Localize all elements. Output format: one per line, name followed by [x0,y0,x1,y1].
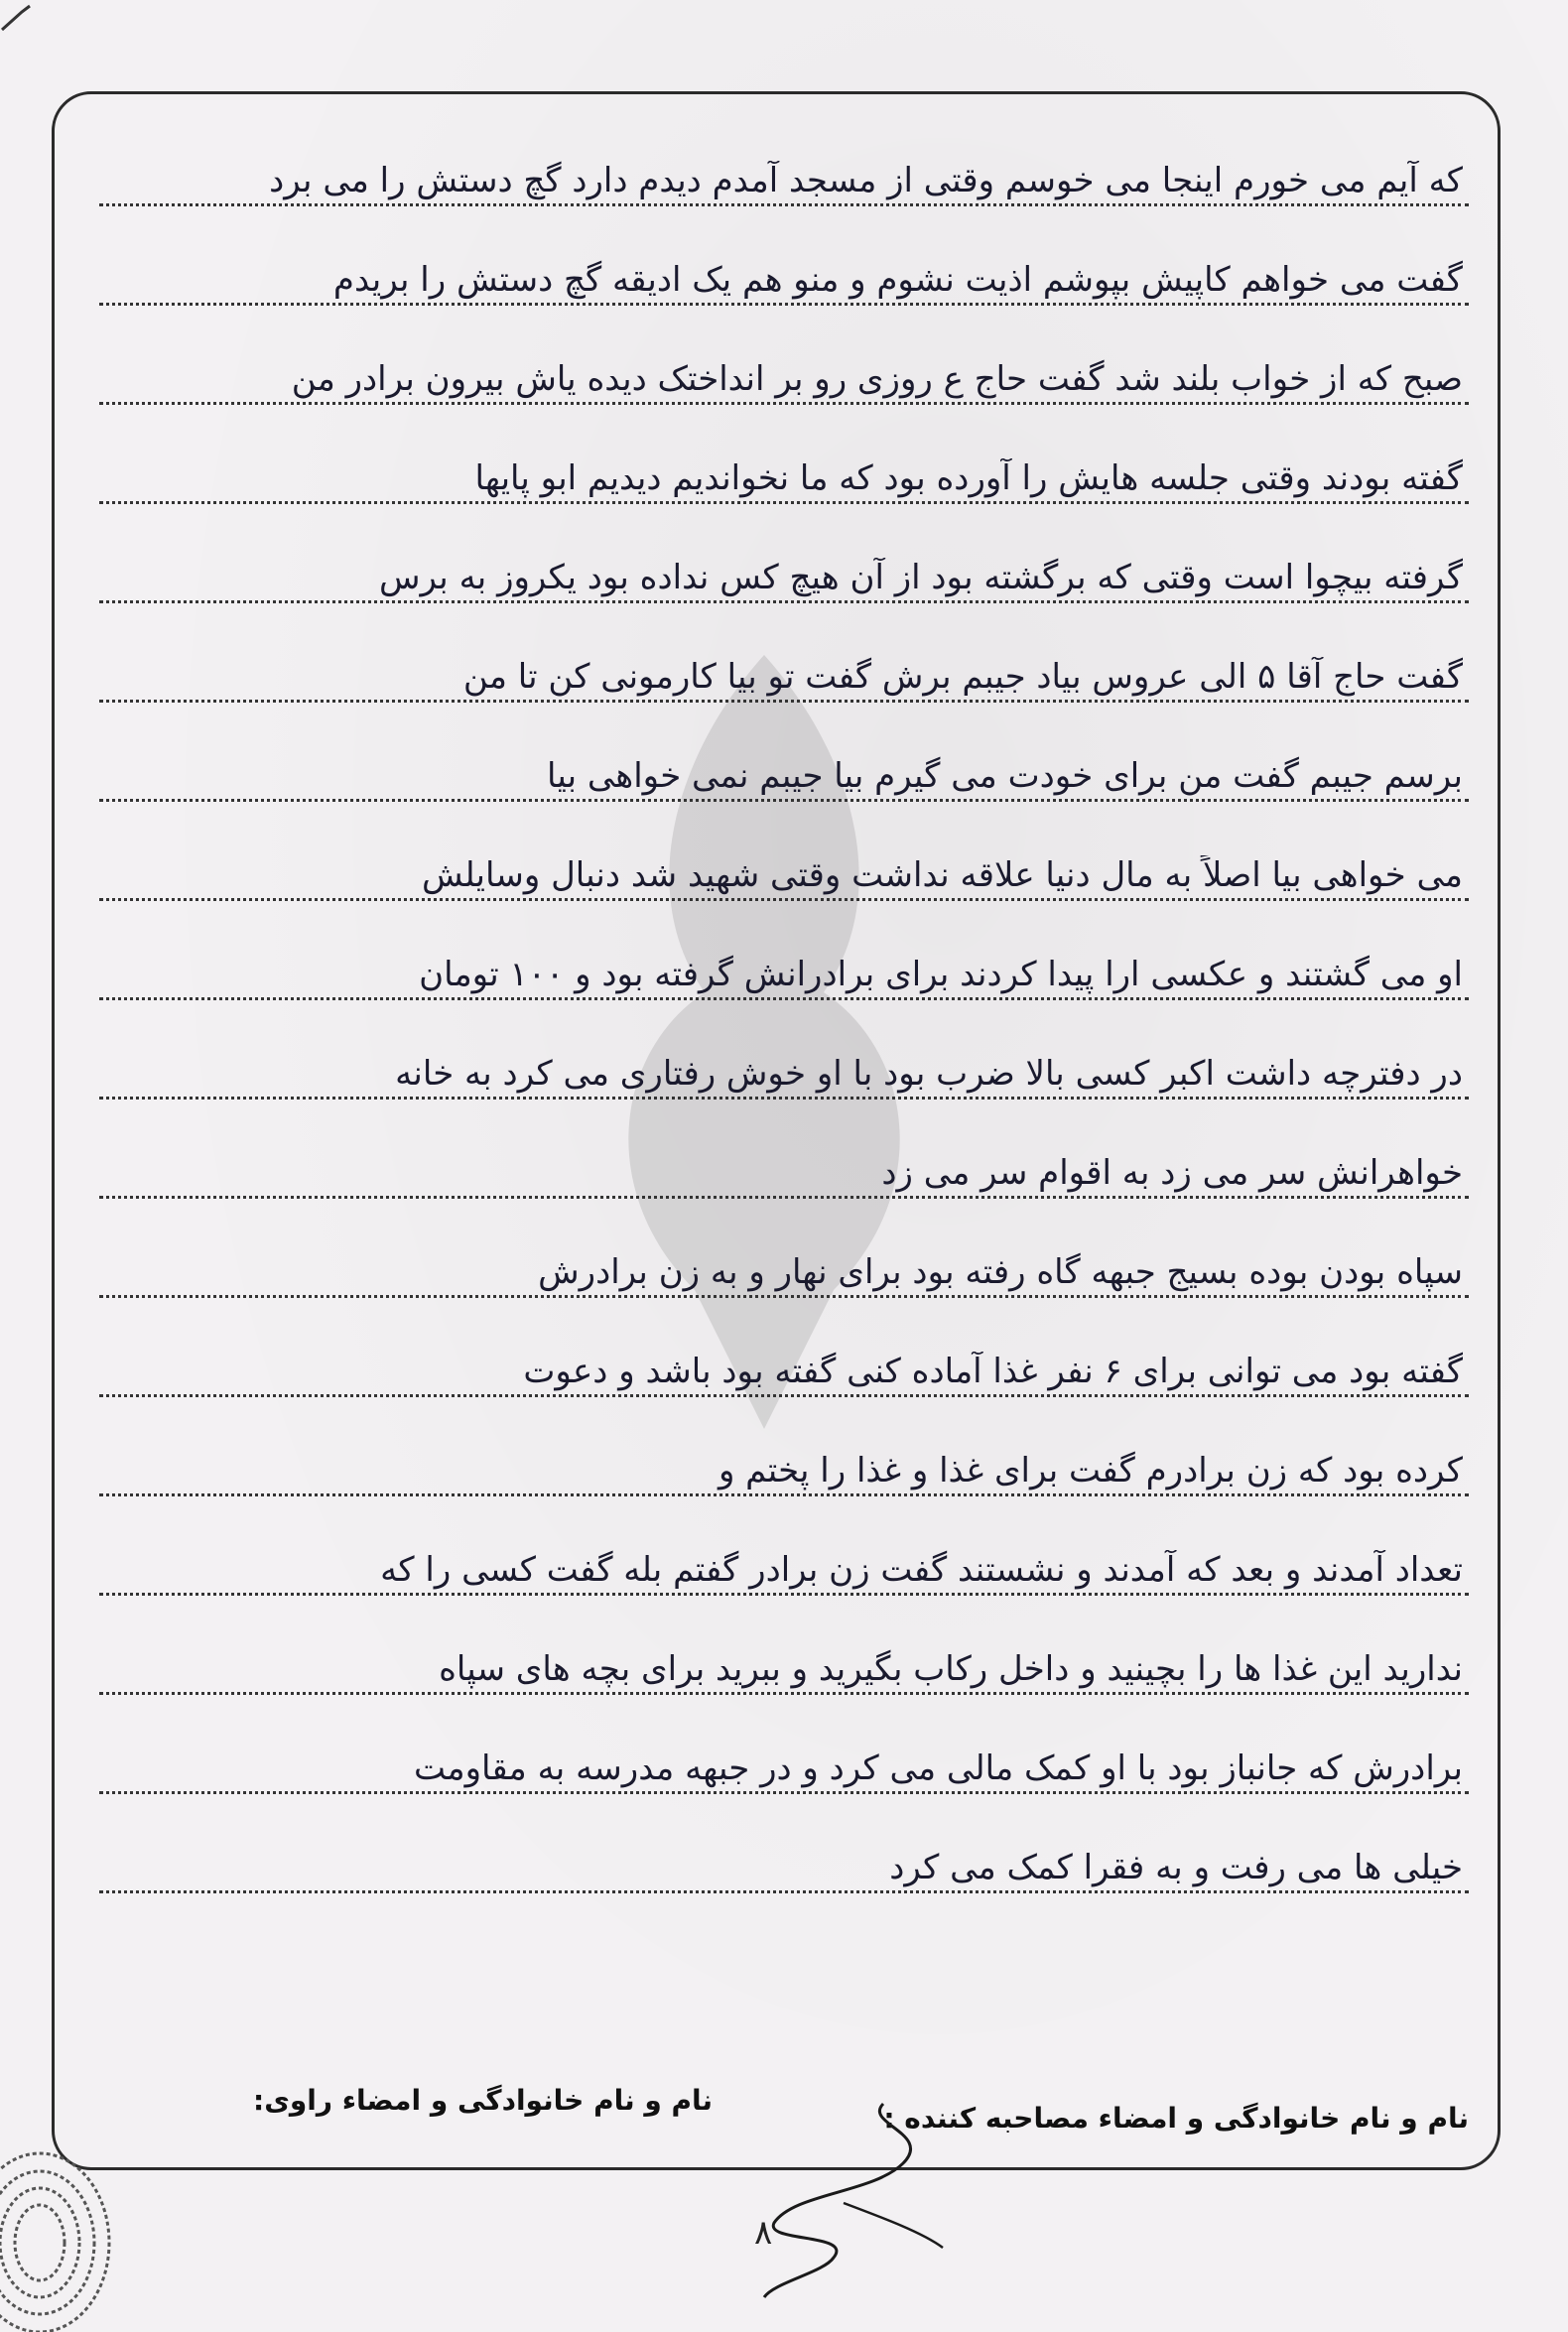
text-line [99,1518,1469,1618]
dotted-rule [99,700,1469,703]
dotted-rule [99,1097,1469,1100]
text-line [99,526,1469,625]
dotted-rule [99,1196,1469,1199]
text-line [99,327,1469,427]
text-line [99,923,1469,1022]
handwritten-line-text: گفت می خواهم کاپیش بپوشم اذیت نشوم و منو هم یک ادیقه گچ دستش را بریدم [332,260,1463,300]
handwritten-line-text: در دفترچه داشت اکبر کسی بالا ضرب بود با او خوش رفتاری می کرد به خانه [395,1054,1463,1094]
text-line [99,824,1469,923]
text-line [99,1816,1469,1915]
dotted-rule [99,402,1469,405]
handwritten-line-text: برسم جیبم گفت من برای خودت می گیرم بیا جیبم نمی خواهی بیا [547,756,1463,796]
handwritten-line-text: خواهرانش سر می زد به اقوام سر می زد [881,1153,1463,1193]
text-line [99,724,1469,824]
handwritten-line-text: ندارید این غذا ها را بچینید و داخل رکاب بگیرید و ببرید برای بچه های سپاه [439,1649,1463,1689]
handwritten-line-text: صبح که از خواب بلند شد گفت حاج ع روزی رو بر انداختک دیده یاش بیرون برادر من [291,359,1463,399]
dotted-rule [99,1295,1469,1298]
text-line [99,1121,1469,1221]
text-line [99,1419,1469,1518]
text-line [99,1618,1469,1717]
text-line [99,228,1469,327]
dotted-rule [99,203,1469,206]
fingerprint-stamp [0,2134,129,2332]
handwritten-line-text: کرده بود که زن برادرم گفت برای غذا و غذا را پختم و [718,1451,1463,1490]
text-line [99,1320,1469,1419]
interviewer-signature-label: نام و نام خانوادگی و امضاء مصاحبه کننده : [883,2102,1469,2135]
dotted-rule [99,303,1469,306]
dotted-rule [99,1493,1469,1496]
text-line [99,625,1469,724]
dotted-rule [99,1593,1469,1596]
dotted-rule [99,997,1469,1000]
handwritten-line-text: گفته بود می توانی برای ۶ نفر غذا آماده کنی گفته بود باشد و دعوت [523,1352,1463,1391]
handwritten-signature [734,2084,973,2302]
dotted-rule [99,898,1469,901]
text-line [99,1717,1469,1816]
text-line [99,129,1469,228]
text-line [99,427,1469,526]
handwritten-text-lines [99,129,1469,1915]
text-line [99,1022,1469,1121]
dotted-rule [99,799,1469,802]
handwritten-line-text: که آیم می خورم اینجا می خوسم وقتی از مسجد آمدم دیدم دارد گچ دستش را می برد [269,161,1463,200]
dotted-rule [99,1791,1469,1794]
handwritten-line-text: برادرش که جانباز بود با او کمک مالی می کرد و در جبهه مدرسه به مقاومت [413,1749,1463,1788]
dotted-rule [99,1394,1469,1397]
handwritten-line-text: تعداد آمدند و بعد که آمدند و نشستند گفت زن برادر گفتم بله گفت کسی را که [380,1550,1463,1590]
dotted-rule [99,1692,1469,1695]
dotted-rule [99,501,1469,504]
page-number: ۸ [754,2213,773,2253]
dotted-rule [99,600,1469,603]
handwritten-line-text: گرفته بیچوا است وقتی که برگشته بود از آن هیچ کس نداده بود یکروز به برس [379,558,1463,597]
handwritten-line-text: گفت حاج آقا ۵ الی عروس بیاد جیبم برش گفت تو بیا کارمونی کن تا من [462,657,1463,697]
dotted-rule [99,1890,1469,1893]
narrator-signature-label: نام و نام خانوادگی و امضاء راوی: [253,2084,714,2117]
corner-scribble [0,0,40,40]
text-line [99,1221,1469,1320]
handwritten-line-text: خیلی ها می رفت و به فقرا کمک می کرد [889,1848,1463,1887]
handwritten-line-text: سپاه بودن بوده بسیج جبهه گاه رفته بود برای نهار و به زن برادرش [538,1252,1463,1292]
handwritten-line-text: او می گشتند و عکسی ارا پیدا کردند برای برادرانش گرفته بود و ۱۰۰ تومان [419,955,1463,994]
handwritten-line-text: می خواهی بیا اصلاً به مال دنیا علاقه نداشت وقتی شهید شد دنبال وسایلش [421,855,1463,895]
handwritten-line-text: گفته بودند وقتی جلسه هایش را آورده بود که ما نخواندیم دیدیم ابو پایها [474,458,1463,498]
